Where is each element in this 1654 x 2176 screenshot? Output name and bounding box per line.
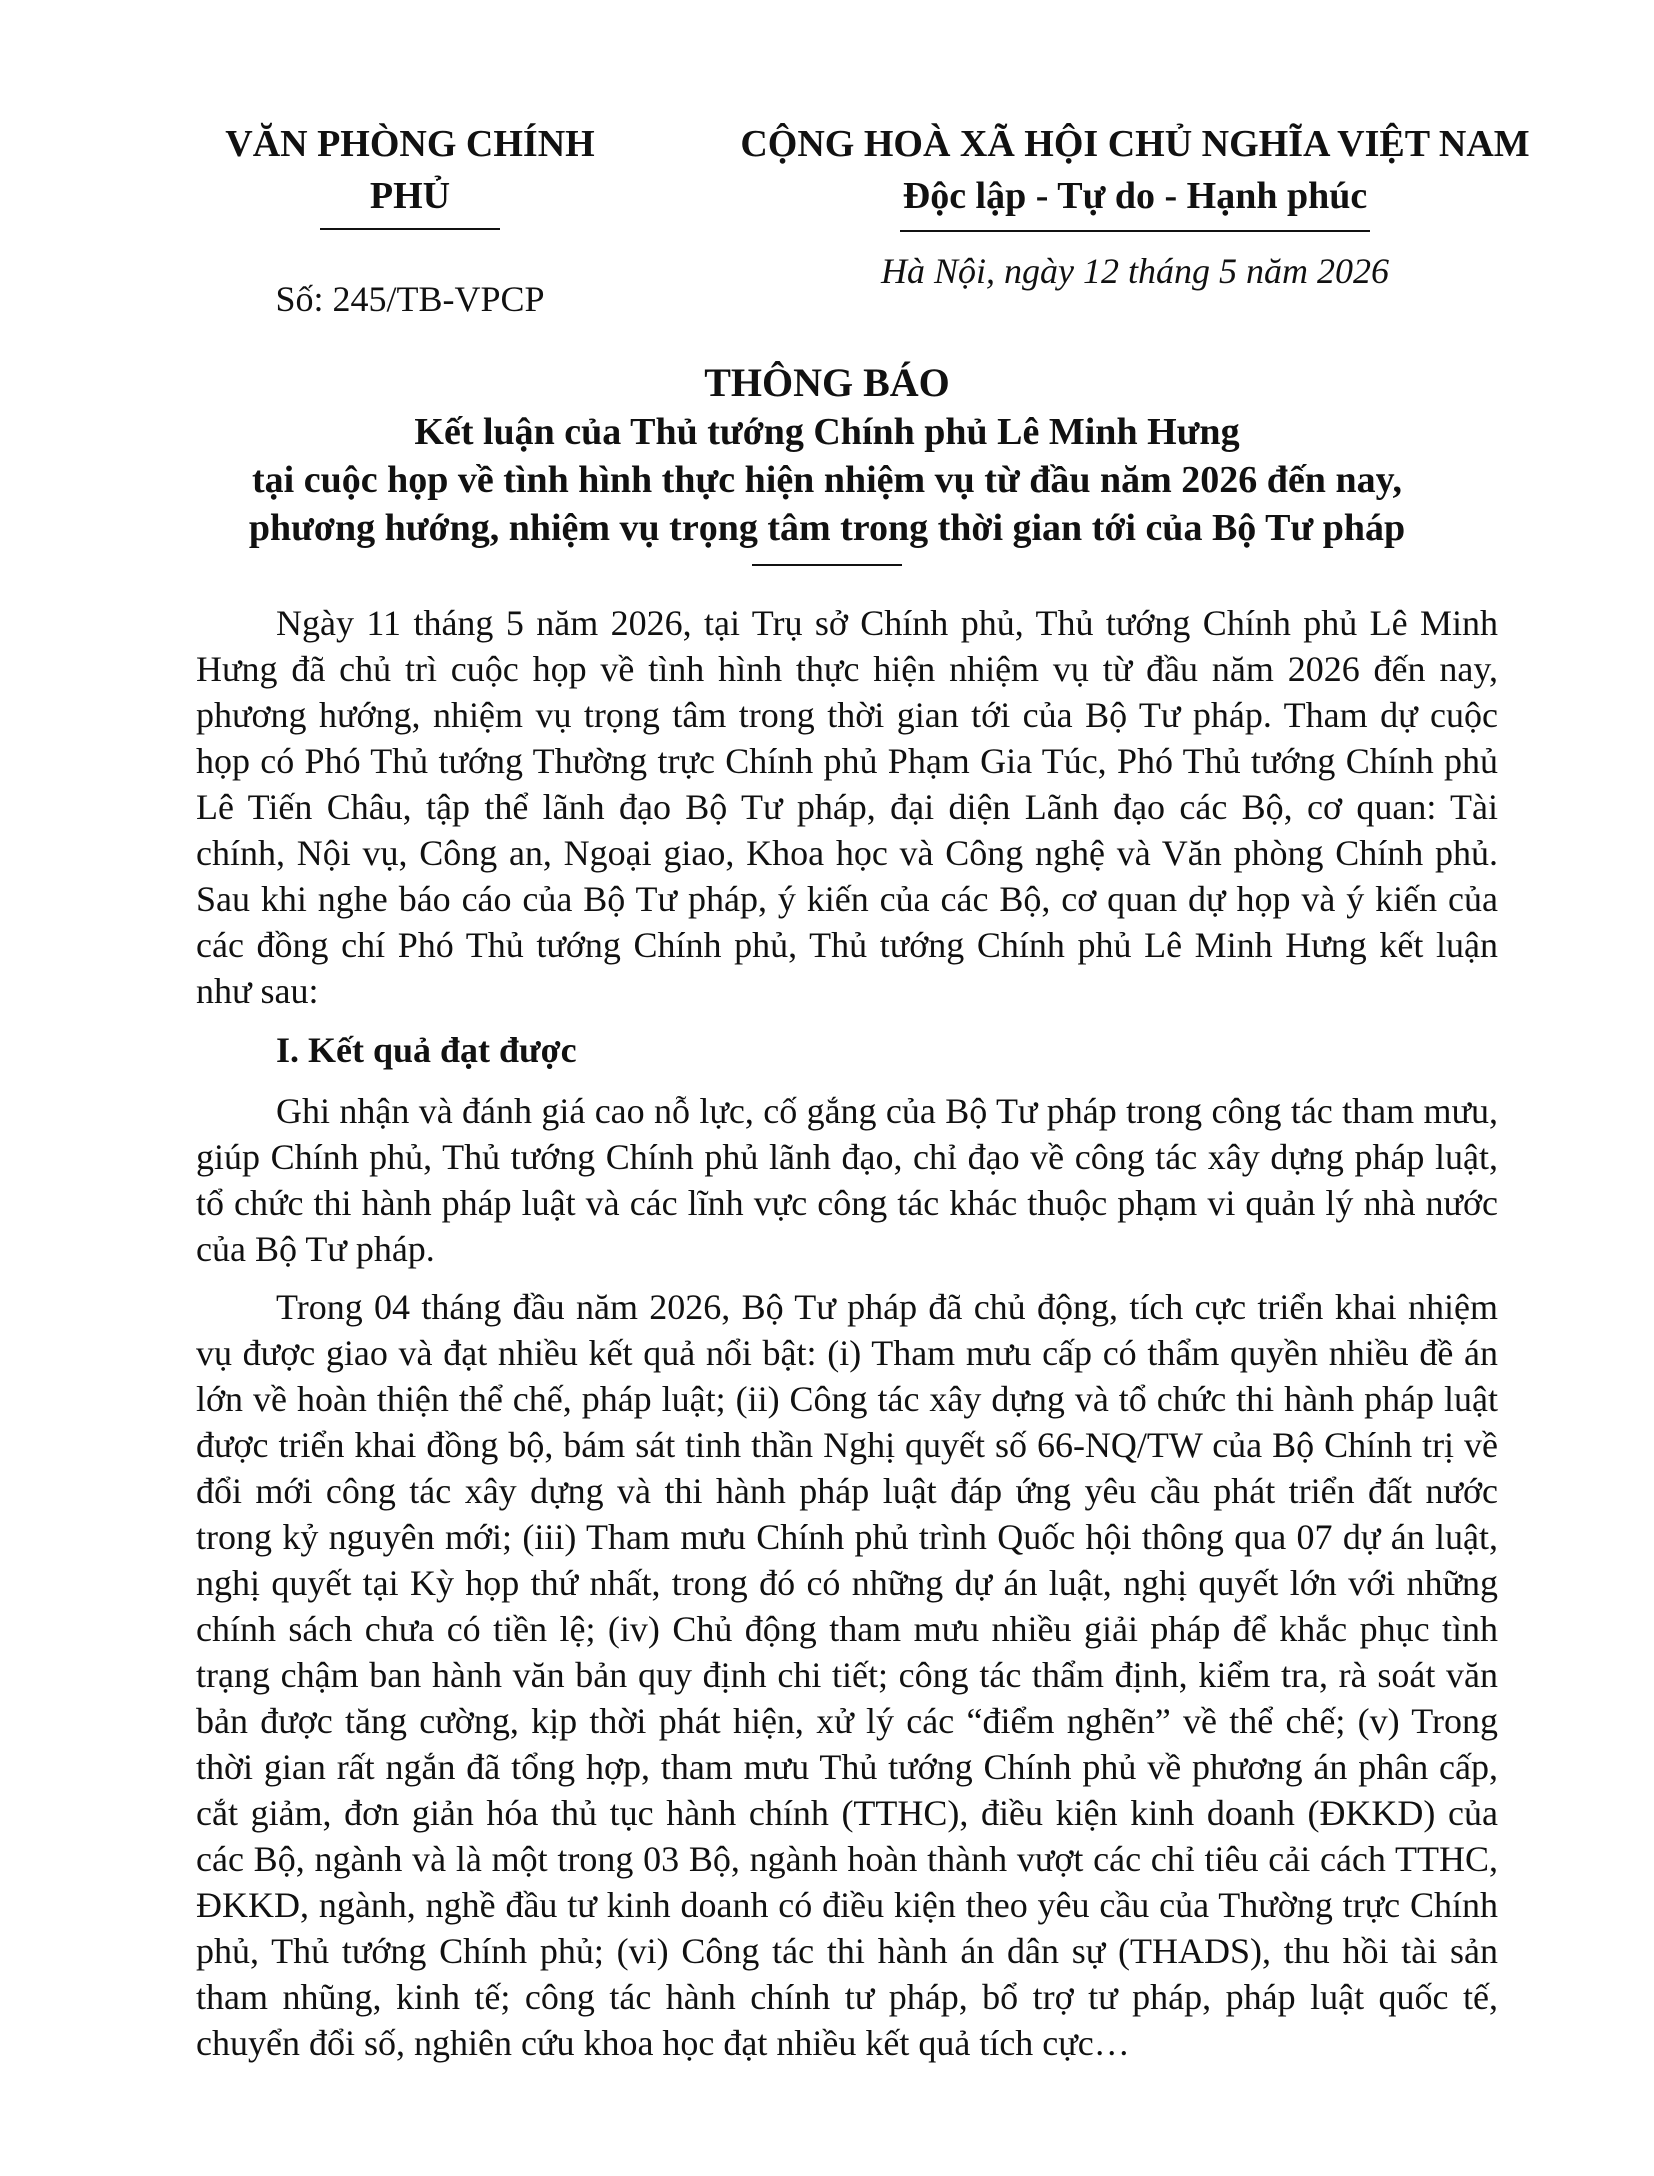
body-paragraph: Trong 04 tháng đầu năm 2026, Bộ Tư pháp đã chủ động, tích cực triển khai nhiệm vụ được giao và đạt nhiều kết quả nổi bật: (i) Tham mưu cấp có thẩm quyền nhiều đề án lớn về hoàn thiện thể chế, pháp luật; (ii) Công tác xây dựng và tổ chức thi hành pháp luật được triển khai đồng bộ, bám sát tinh thần Nghị quyết số 66-NQ/TW của Bộ Chính trị về đổi mới công tác xây dựng và thi hành pháp luật đáp ứng yêu cầu phát triển đất nước trong kỷ nguyên mới; (iii) Tham mưu Chính phủ trình Quốc hội thông qua 07 dự án luật, nghị quyết tại Kỳ họp thứ nhất, trong đó có những dự án luật, nghị quyết lớn với những chính sách chưa có tiền lệ; (iv) Chủ động tham mưu nhiều giải pháp để khắc phục tình trạng chậm ban hành văn bản quy định chi tiết; công tác thẩm định, kiểm tra, rà soát văn bản được tăng cường, kịp thời phát hiện, xử lý các “điểm nghẽn” về thể chế; (v) Trong thời gian rất ngắn đã tổng hợp, tham mưu Thủ tướng Chính phủ về phương án phân cấp, cắt giảm, đơn giản hóa thủ tục hành chính (TTHC), điều kiện kinh doanh (ĐKKD) của các Bộ, ngành và là một trong 03 Bộ, ngành hoàn thành vượt các chỉ tiêu cải cách TTHC, ĐKKD, ngành, nghề đầu tư kinh doanh có điều kiện theo yêu cầu của Thường trực Chính phủ, Thủ tướng Chính phủ; (vi) Công tác thi hành án dân sự (THADS), thu hồi tài sản tham nhũng, kinh tế; công tác hành chính tư pháp, bổ trợ tư pháp, pháp luật quốc tế, chuyển đổi số, nghiên cứu khoa học đạt nhiều kết quả tích cực… [196, 1287, 1498, 2063]
document-number: Số: 245/TB-VPCP [275, 279, 545, 319]
motto-underline [900, 230, 1370, 232]
issuer-name: VĂN PHÒNG CHÍNH PHỦ [225, 123, 595, 217]
document-type: THÔNG BÁO [704, 360, 950, 405]
issuer-block [190, 118, 630, 320]
title-underline [752, 564, 902, 566]
national-header [700, 118, 1570, 292]
national-title: CỘNG HOÀ XÃ HỘI CHỦ NGHĨA VIỆT NAM [740, 123, 1530, 165]
document-subject-line: Kết luận của Thủ tướng Chính phủ Lê Minh Hưng [414, 411, 1240, 453]
document-body [196, 600, 1498, 2078]
document-title-block [160, 358, 1494, 566]
section-heading: I. Kết quả đạt được [276, 1030, 577, 1070]
body-paragraph: Ghi nhận và đánh giá cao nỗ lực, cố gắng của Bộ Tư pháp trong công tác tham mưu, giúp Chính phủ, Thủ tướng Chính phủ lãnh đạo, chỉ đạo về công tác xây dựng pháp luật, tổ chức thi hành pháp luật và các lĩnh vực công tác khác thuộc phạm vi quản lý nhà nước của Bộ Tư pháp. [196, 1091, 1498, 1269]
intro-paragraph: Ngày 11 tháng 5 năm 2026, tại Trụ sở Chính phủ, Thủ tướng Chính phủ Lê Minh Hưng đã chủ trì cuộc họp về tình hình thực hiện nhiệm vụ từ đầu năm 2026 đến nay, phương hướng, nhiệm vụ trọng tâm trong thời gian tới của Bộ Tư pháp. Tham dự cuộc họp có Phó Thủ tướng Thường trực Chính phủ Phạm Gia Túc, Phó Thủ tướng Chính phủ Lê Tiến Châu, tập thể lãnh đạo Bộ Tư pháp, đại diện Lãnh đạo các Bộ, cơ quan: Tài chính, Nội vụ, Công an, Ngoại giao, Khoa học và Công nghệ và Văn phòng Chính phủ. Sau khi nghe báo cáo của Bộ Tư pháp, ý kiến của các Bộ, cơ quan dự họp và ý kiến của các đồng chí Phó Thủ tướng Chính phủ, Thủ tướng Chính phủ Lê Minh Hưng kết luận như sau: [196, 603, 1498, 1011]
place-date: Hà Nội, ngày 12 tháng 5 năm 2026 [881, 251, 1389, 291]
document-subject-line: phương hướng, nhiệm vụ trọng tâm trong thời gian tới của Bộ Tư pháp [248, 507, 1406, 549]
document-subject-line: tại cuộc họp về tình hình thực hiện nhiệm vụ từ đầu năm 2026 đến nay, [252, 459, 1402, 501]
issuer-underline [320, 228, 500, 230]
national-motto: Độc lập - Tự do - Hạnh phúc [902, 175, 1368, 217]
